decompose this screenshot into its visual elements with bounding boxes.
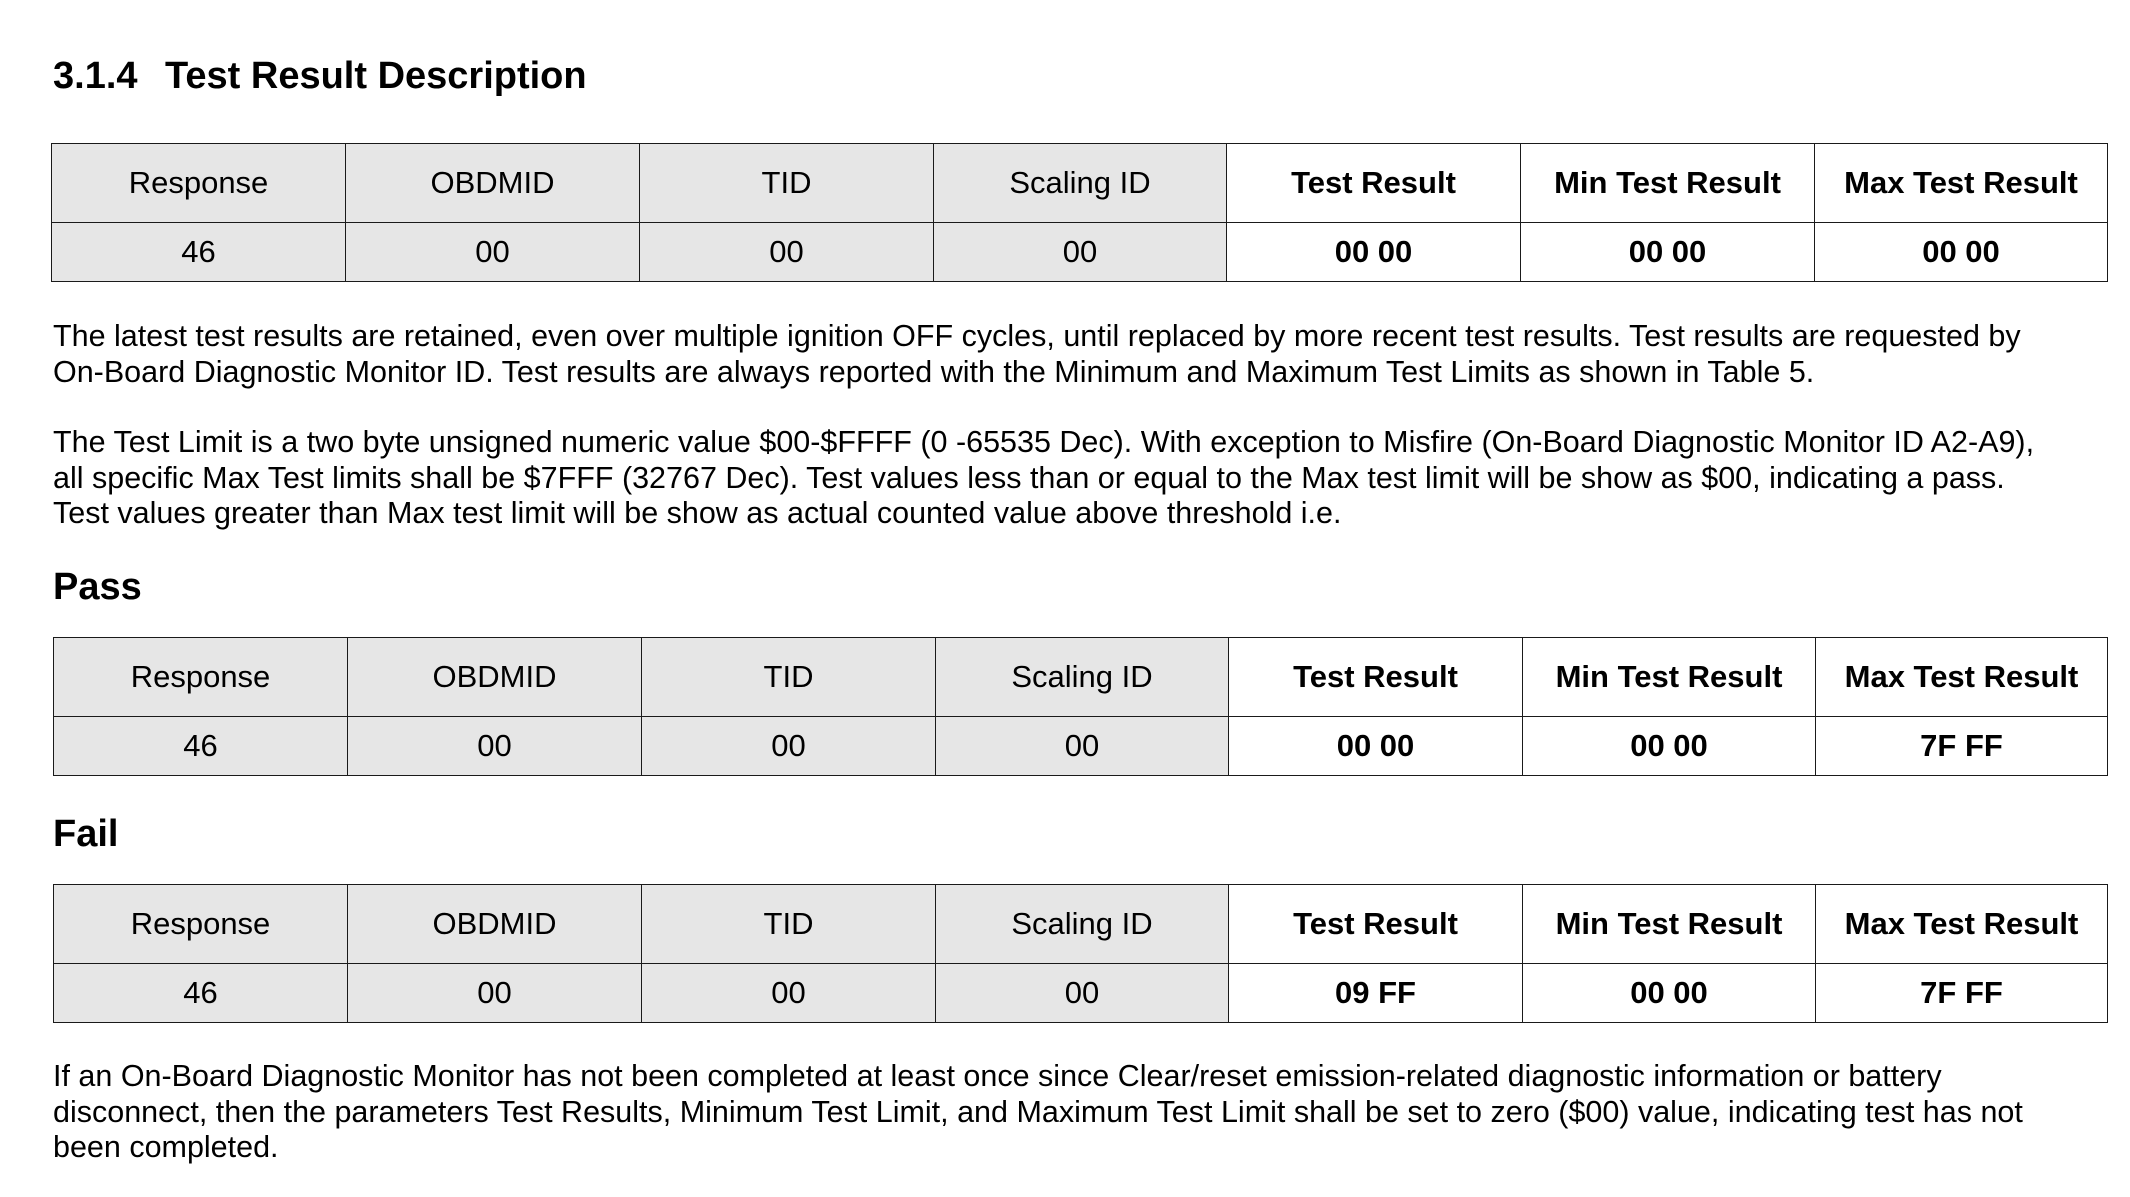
header-tid: TID [642, 885, 936, 964]
cell-min-test-result: 00 00 [1523, 964, 1816, 1023]
pass-heading: Pass [53, 566, 142, 608]
cell-response: 46 [54, 717, 348, 776]
header-max-test-result: Max Test Result [1815, 144, 2108, 223]
table-header-row [54, 885, 2108, 964]
cell-obdmid: 00 [346, 223, 640, 282]
cell-scaling-id: 00 [934, 223, 1227, 282]
cell-response: 46 [54, 964, 348, 1023]
fail-table [53, 884, 2108, 1023]
header-tid: TID [642, 638, 936, 717]
header-scaling-id: Scaling ID [934, 144, 1227, 223]
table-row [54, 717, 2108, 776]
cell-tid: 00 [642, 717, 936, 776]
paragraph-line: On-Board Diagnostic Monitor ID. Test results are always reported with the Minimum and Maximum Test Limits as shown in Table 5. [53, 354, 1815, 389]
cell-response: 46 [52, 223, 346, 282]
header-test-result: Test Result [1227, 144, 1521, 223]
header-scaling-id: Scaling ID [936, 885, 1229, 964]
cell-scaling-id: 00 [936, 717, 1229, 776]
table-row [52, 223, 2108, 282]
cell-max-test-result: 7F FF [1816, 964, 2108, 1023]
cell-max-test-result: 00 00 [1815, 223, 2108, 282]
cell-test-result: 09 FF [1229, 964, 1523, 1023]
header-obdmid: OBDMID [348, 885, 642, 964]
test-result-table [51, 143, 2108, 282]
cell-tid: 00 [640, 223, 934, 282]
section-number: 3.1.4 [53, 55, 138, 97]
header-min-test-result: Min Test Result [1523, 638, 1816, 717]
cell-max-test-result: 7F FF [1816, 717, 2108, 776]
header-obdmid: OBDMID [348, 638, 642, 717]
cell-min-test-result: 00 00 [1523, 717, 1816, 776]
paragraph-line: The latest test results are retained, even over multiple ignition OFF cycles, until replaced by more recent test results. Test results are requested by [53, 319, 2021, 353]
pass-table [53, 637, 2108, 776]
cell-test-result: 00 00 [1227, 223, 1521, 282]
header-response: Response [54, 638, 348, 717]
header-tid: TID [640, 144, 934, 223]
paragraph-not-completed [53, 1059, 2113, 1166]
cell-obdmid: 00 [348, 717, 642, 776]
table-row [54, 964, 2108, 1023]
header-scaling-id: Scaling ID [936, 638, 1229, 717]
table-header-row [54, 638, 2108, 717]
paragraph-line: If an On-Board Diagnostic Monitor has not been completed at least once since Clear/reset emission-related diagnostic information or battery [53, 1059, 1942, 1093]
paragraph-retention [53, 319, 2113, 390]
header-min-test-result: Min Test Result [1521, 144, 1815, 223]
paragraph-line: been completed. [53, 1130, 279, 1164]
header-max-test-result: Max Test Result [1816, 885, 2108, 964]
paragraph-line: The Test Limit is a two byte unsigned numeric value $00-$FFFF (0 -65535 Dec). With exception to Misfire (On-Board Diagnostic Monitor ID A2-A9), [53, 425, 2035, 459]
paragraph-line: all specific Max Test limits shall be $7FFF (32767 Dec). Test values less than or equal to the Max test limit will be show as $00, indicating a pass. [53, 460, 2005, 495]
header-test-result: Test Result [1229, 638, 1523, 717]
cell-obdmid: 00 [348, 964, 642, 1023]
cell-tid: 00 [642, 964, 936, 1023]
section-heading [53, 52, 587, 100]
cell-scaling-id: 00 [936, 964, 1229, 1023]
paragraph-line: disconnect, then the parameters Test Results, Minimum Test Limit, and Maximum Test Limit shall be set to zero ($00) value, indicating test has not [53, 1094, 2023, 1129]
cell-test-result: 00 00 [1229, 717, 1523, 776]
header-min-test-result: Min Test Result [1523, 885, 1816, 964]
cell-min-test-result: 00 00 [1521, 223, 1815, 282]
section-title: Test Result Description [165, 55, 587, 97]
header-test-result: Test Result [1229, 885, 1523, 964]
header-max-test-result: Max Test Result [1816, 638, 2108, 717]
header-obdmid: OBDMID [346, 144, 640, 223]
fail-heading: Fail [53, 813, 119, 855]
table-header-row [52, 144, 2108, 223]
paragraph-line: Test values greater than Max test limit will be show as actual counted value above threshold i.e. [53, 496, 1342, 530]
paragraph-test-limit [53, 425, 2113, 532]
header-response: Response [54, 885, 348, 964]
header-response: Response [52, 144, 346, 223]
